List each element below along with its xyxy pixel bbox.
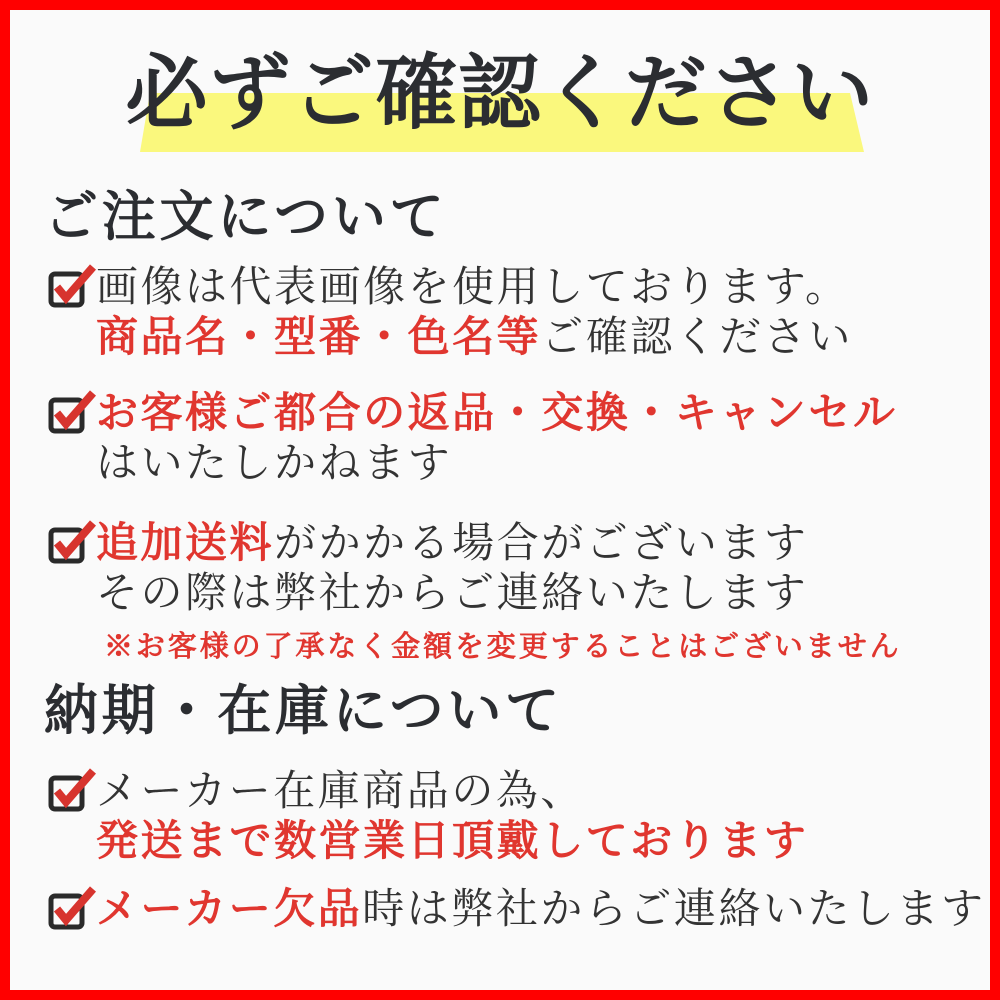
item-text <box>96 766 808 866</box>
text-segment: はいたしかねます <box>96 438 453 487</box>
text-segment: 追加送料 <box>96 518 275 567</box>
list-item <box>48 262 853 362</box>
item-text <box>96 388 897 488</box>
list-item <box>48 518 902 664</box>
checked-checkbox-icon <box>48 768 96 812</box>
item-line <box>96 816 808 866</box>
item-line <box>96 438 897 488</box>
text-segment: がかかる場合がございます <box>274 518 809 567</box>
disclaimer-note: ※お客様の了承なく金額を変更することはございません <box>104 629 902 663</box>
item-line <box>96 884 986 934</box>
text-segment: 時は弊社からご連絡いたします <box>362 884 986 933</box>
item-line <box>96 568 902 618</box>
text-segment: ご確認ください <box>541 312 853 361</box>
section-heading-stock: 納期・在庫について <box>44 678 563 742</box>
checked-checkbox-icon <box>48 264 96 308</box>
item-line <box>96 766 808 816</box>
text-segment: お客様ご都合の返品・交換・キャンセル <box>96 388 898 437</box>
item-line <box>96 262 853 312</box>
list-item <box>48 884 986 934</box>
page-title: 必ずご確認ください <box>125 45 875 141</box>
text-segment: 商品名・型番・色名等 <box>96 312 542 361</box>
text-segment: メーカー在庫商品の為、 <box>96 766 585 815</box>
section-heading-order: ご注文について <box>44 184 448 248</box>
checked-checkbox-icon <box>48 886 96 930</box>
text-segment: その際は弊社からご連絡いたします <box>96 568 809 617</box>
item-line <box>96 518 902 568</box>
text-segment: メーカー欠品 <box>96 884 363 933</box>
item-line <box>96 388 897 438</box>
text-segment: 発送まで数営業日頂戴しております <box>96 816 809 865</box>
checked-checkbox-icon <box>48 390 96 434</box>
item-text <box>96 884 986 934</box>
item-line <box>96 312 853 362</box>
item-text <box>96 262 853 362</box>
list-item <box>48 388 897 488</box>
text-segment: 画像は代表画像を使用しております。 <box>96 262 850 311</box>
list-item <box>48 766 808 866</box>
item-text <box>96 518 902 664</box>
checked-checkbox-icon <box>48 520 96 564</box>
